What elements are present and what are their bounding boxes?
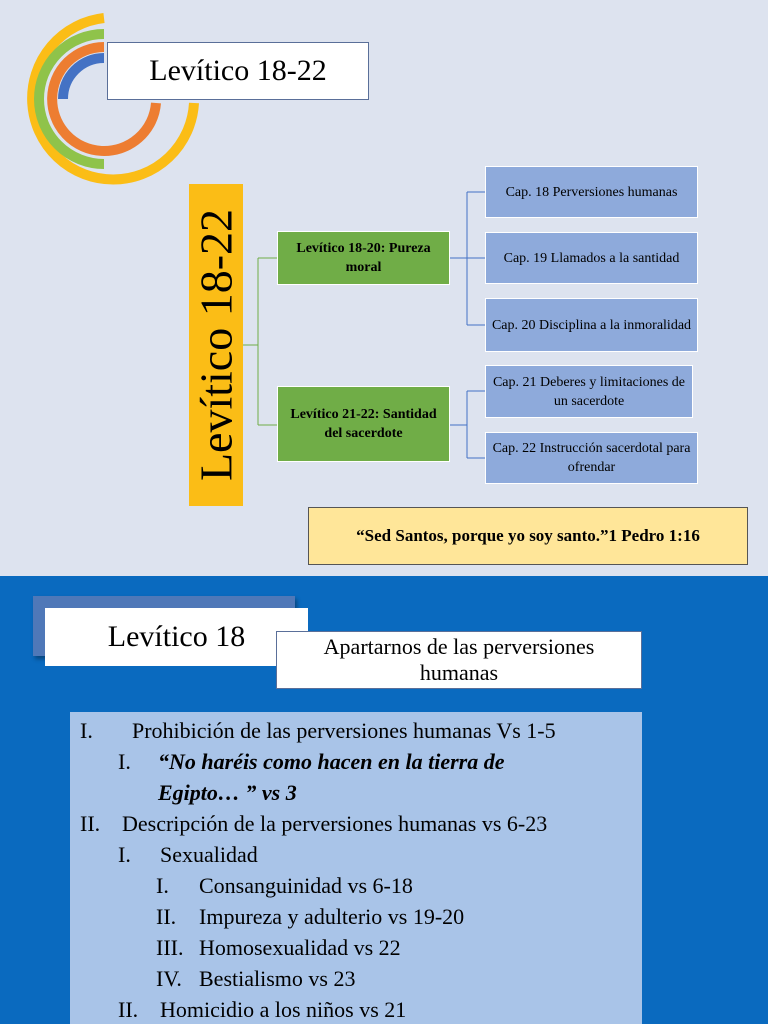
leaf-cap-22: Cap. 22 Instrucción sacerdotal para ofrendar bbox=[485, 432, 698, 484]
outline-text: Homicidio a los niños vs 21 bbox=[160, 997, 407, 1022]
outline-text: Prohibición de las perversiones humanas Vs 1-5 bbox=[132, 718, 556, 743]
leaf-cap-18: Cap. 18 Perversiones humanas bbox=[485, 166, 698, 218]
outline-box bbox=[70, 712, 642, 1024]
outline-text: Homosexualidad vs 22 bbox=[199, 935, 401, 960]
leaf-cap-21: Cap. 21 Deberes y limitaciones de un sacerdote bbox=[485, 365, 693, 418]
slide-title: Levítico 18-22 bbox=[107, 42, 369, 100]
outline-text: “No haréis como hacen en la tierra de bbox=[158, 749, 505, 774]
vertical-title-banner bbox=[189, 184, 243, 506]
outline-number: III. bbox=[156, 935, 184, 960]
outline-number: IV. bbox=[156, 966, 182, 991]
chapter-title: Levítico 18 bbox=[45, 608, 308, 666]
leaf-cap-19: Cap. 19 Llamados a la santidad bbox=[485, 232, 698, 284]
outline-number: I. bbox=[118, 749, 131, 774]
leaf-cap-20: Cap. 20 Disciplina a la inmoralidad bbox=[485, 298, 698, 352]
chapter-subtitle: Apartarnos de las perversiones humanas bbox=[276, 631, 642, 689]
outline-text: Bestialismo vs 23 bbox=[199, 966, 356, 991]
outline-text: Impureza y adulterio vs 19-20 bbox=[199, 904, 465, 929]
branch-santidad-sacerdote: Levítico 21-22: Santidad del sacerdote bbox=[277, 386, 450, 462]
outline-text: Descripción de la perversiones humanas vs 6-23 bbox=[122, 811, 548, 836]
outline-number: II. bbox=[156, 904, 177, 929]
branch-pureza-moral: Levítico 18-20: Pureza moral bbox=[277, 231, 450, 285]
vertical-title: Levítico 18-22 bbox=[190, 208, 242, 482]
slide-chapter-18 bbox=[0, 576, 768, 1024]
outline-number: II. bbox=[118, 997, 139, 1022]
outline-number: I. bbox=[118, 842, 131, 867]
outline-text: Egipto… ” vs 3 bbox=[158, 780, 297, 805]
outline-text: Consanguinidad vs 6-18 bbox=[199, 873, 413, 898]
outline-number: I. bbox=[156, 873, 169, 898]
outline-text: Sexualidad bbox=[160, 842, 258, 867]
bible-quote: “Sed Santos, porque yo soy santo.”1 Pedro 1:16 bbox=[308, 507, 748, 565]
outline-number: I. bbox=[80, 718, 93, 743]
outline-number: II. bbox=[80, 811, 101, 836]
